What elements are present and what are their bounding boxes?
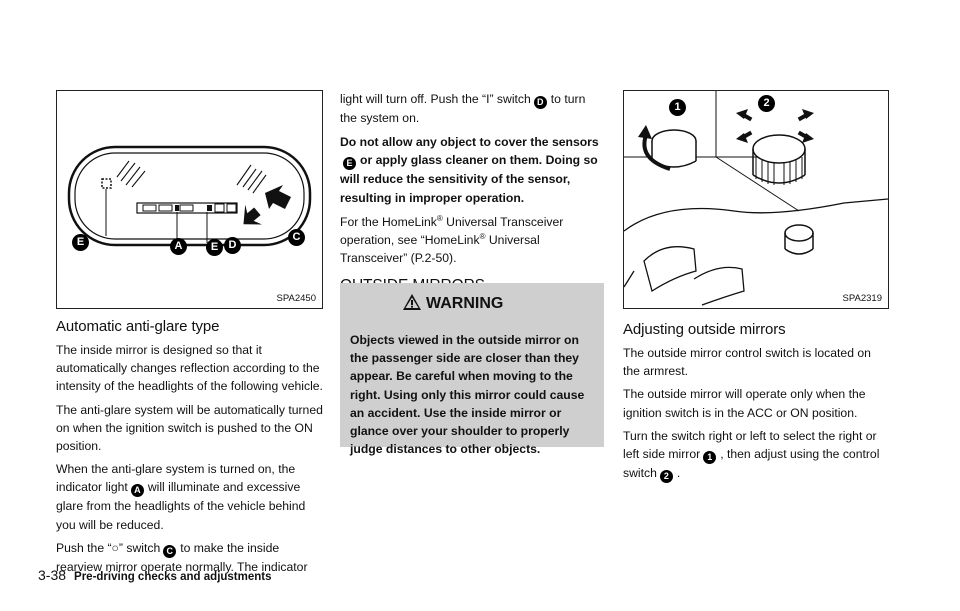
paragraph: The outside mirror will operate only when the ignition switch is in the ACC or ON position. bbox=[623, 387, 866, 420]
paragraph-text: Universal Transceiver” (P.2-50). bbox=[340, 233, 540, 266]
paragraph-text: For the HomeLink bbox=[340, 214, 437, 229]
paragraph-text: or apply glass cleaner on them. Doing so will reduce the sensitivity of the sensor, resulting in improper operation. bbox=[340, 153, 598, 205]
paragraph-text: , then adjust using the control switch bbox=[623, 447, 880, 481]
warning-text: Objects viewed in the outside mirror on the passenger side are closer than they appear. Be careful when moving to the right. Using only this mirror could cause an accident. Use the inside mirror or glance over your shoulder to properly judge distances to other objects. bbox=[350, 333, 585, 457]
paragraph bbox=[623, 427, 889, 483]
label-e-right: E bbox=[206, 239, 223, 256]
section-heading: Automatic anti-glare type bbox=[56, 318, 220, 335]
label-d: D bbox=[224, 237, 241, 254]
figure-caption: SPA2450 bbox=[276, 293, 316, 304]
paragraph bbox=[340, 213, 604, 268]
paragraph-text: Turn the switch right or left to select the right or left side mirror bbox=[623, 428, 877, 462]
paragraph: The outside mirror control switch is located on the armrest. bbox=[623, 346, 871, 379]
warning-title: WARNING bbox=[426, 295, 504, 312]
left-column bbox=[56, 318, 323, 576]
label-a-inline: A bbox=[131, 484, 144, 497]
right-column bbox=[623, 321, 889, 483]
paragraph-text: light will turn off. Push the “I” switch bbox=[340, 92, 531, 106]
label-2: 2 bbox=[758, 95, 775, 112]
label-c: C bbox=[288, 229, 305, 246]
label-1-inline: 1 bbox=[703, 451, 716, 464]
registered-mark: ® bbox=[479, 231, 486, 241]
paragraph bbox=[340, 90, 604, 127]
caution-paragraph bbox=[340, 133, 604, 207]
label-d-inline: D bbox=[534, 96, 547, 109]
registered-mark: ® bbox=[436, 213, 443, 223]
paragraph-text: . bbox=[676, 466, 681, 481]
middle-column bbox=[340, 90, 604, 295]
outside-mirror-figure bbox=[623, 90, 889, 309]
mirror-figure bbox=[56, 90, 323, 309]
figure-caption: SPA2319 bbox=[842, 293, 882, 304]
paragraph-text: Push the “○” switch bbox=[56, 540, 161, 555]
label-e-left: E bbox=[72, 234, 89, 251]
paragraph: The anti-glare system will be automatically turned on when the ignition switch is pushed to the ON position. bbox=[56, 402, 323, 454]
section-name: Pre-driving checks and adjustments bbox=[74, 571, 272, 583]
paragraph bbox=[56, 460, 323, 534]
paragraph-text: When the anti-glare system is turned on, the indicator light bbox=[56, 462, 296, 495]
paragraph-text: to turn the system on. bbox=[340, 92, 586, 125]
warning-box bbox=[340, 283, 604, 457]
paragraph-text: will illuminate and excessive glare from the headlights of the vehicle behind you will be reduced. bbox=[56, 480, 306, 532]
paragraph-text: Do not allow any object to cover the sensors bbox=[340, 135, 599, 150]
label-c-inline: C bbox=[163, 545, 176, 558]
paragraph-text: Universal Transceiver operation, see “HomeLink bbox=[340, 214, 564, 248]
warning-icon bbox=[402, 293, 422, 311]
paragraph-text: to make the inside rearview mirror operate normally. The indicator bbox=[56, 540, 308, 574]
page-number: 3-38 bbox=[38, 567, 67, 583]
label-a: A bbox=[170, 238, 187, 255]
paragraph: The inside mirror is designed so that it automatically changes reflection according to the intensity of the headlights of the following vehicle. bbox=[56, 343, 323, 394]
inside-mirror-illustration bbox=[57, 91, 322, 308]
section-heading: Adjusting outside mirrors bbox=[623, 321, 786, 338]
page-footer bbox=[38, 567, 272, 583]
label-e-inline: E bbox=[343, 157, 356, 170]
label-2-inline: 2 bbox=[660, 470, 673, 483]
label-1: 1 bbox=[669, 99, 686, 116]
mirror-switch-illustration bbox=[624, 91, 888, 308]
